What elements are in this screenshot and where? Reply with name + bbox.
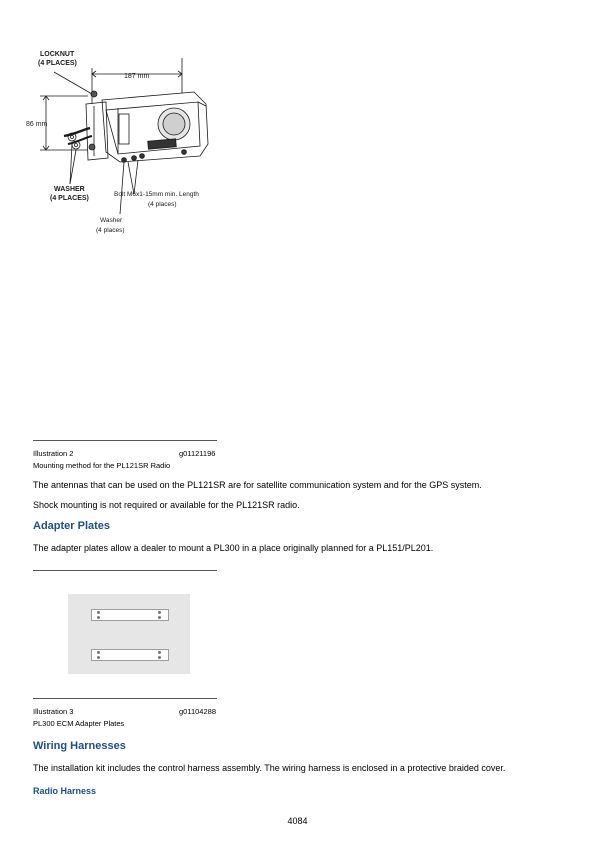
cable	[64, 128, 90, 136]
plate-hole	[97, 616, 100, 619]
plate-hole	[97, 651, 100, 654]
heading-radio-harness: Radio Harness	[33, 786, 97, 796]
adapter-plate	[91, 649, 169, 661]
paragraph-wiring: The installation kit includes the control harness assembly. The wiring harness is enclosed in a protective braided cover.	[33, 763, 506, 773]
illustration3-caption: PL300 ECM Adapter Plates	[33, 719, 125, 728]
plate-hole	[158, 611, 161, 614]
label-dim-height: 86 mm	[26, 121, 48, 128]
illustration3-id: g01104288	[179, 707, 216, 716]
paragraph-antennas: The antennas that can be used on the PL121SR are for satellite communication system and for the GPS system.	[33, 480, 482, 490]
label-dim-width: 187 mm	[124, 73, 150, 80]
label-locknut-places: (4 PLACES)	[38, 60, 77, 67]
figure-rule	[33, 570, 217, 571]
radio-mounting-illustration	[24, 44, 224, 244]
plate-hole	[158, 656, 161, 659]
bolt-part	[122, 158, 127, 163]
page-number: 4084	[287, 816, 308, 826]
label-washer2-places: (4 places)	[96, 227, 125, 234]
heading-adapter-plates: Adapter Plates	[33, 520, 111, 532]
label-bolt: Bolt M6x1-15mm min. Length	[114, 191, 199, 198]
label-washer-places: (4 PLACES)	[50, 195, 89, 202]
adapter-plate	[91, 609, 169, 621]
plate-hole	[158, 616, 161, 619]
label-washer: WASHER	[54, 186, 85, 193]
illustration3-label: Illustration 3	[33, 707, 74, 716]
plate-hole	[158, 651, 161, 654]
illustration2-caption: Mounting method for the PL121SR Radio	[33, 461, 171, 470]
caption-rule	[33, 698, 217, 699]
heading-wiring-harnesses: Wiring Harnesses	[33, 740, 126, 752]
illustration2-label: Illustration 2	[33, 449, 74, 458]
plate-hole	[97, 656, 100, 659]
label-bolt-places: (4 places)	[148, 201, 177, 208]
caption-rule	[33, 440, 217, 441]
paragraph-adapter-plates: The adapter plates allow a dealer to mount a PL300 in a place originally planned for a PL151/PL201.	[33, 543, 434, 553]
illustration2-id: g01121196	[179, 449, 216, 458]
plate-hole	[97, 611, 100, 614]
label-locknut: LOCKNUT	[40, 51, 75, 58]
paragraph-shock: Shock mounting is not required or available for the PL121SR radio.	[33, 500, 300, 510]
label-washer2: Washer	[100, 217, 123, 224]
adapter-plates-photo	[68, 594, 190, 674]
